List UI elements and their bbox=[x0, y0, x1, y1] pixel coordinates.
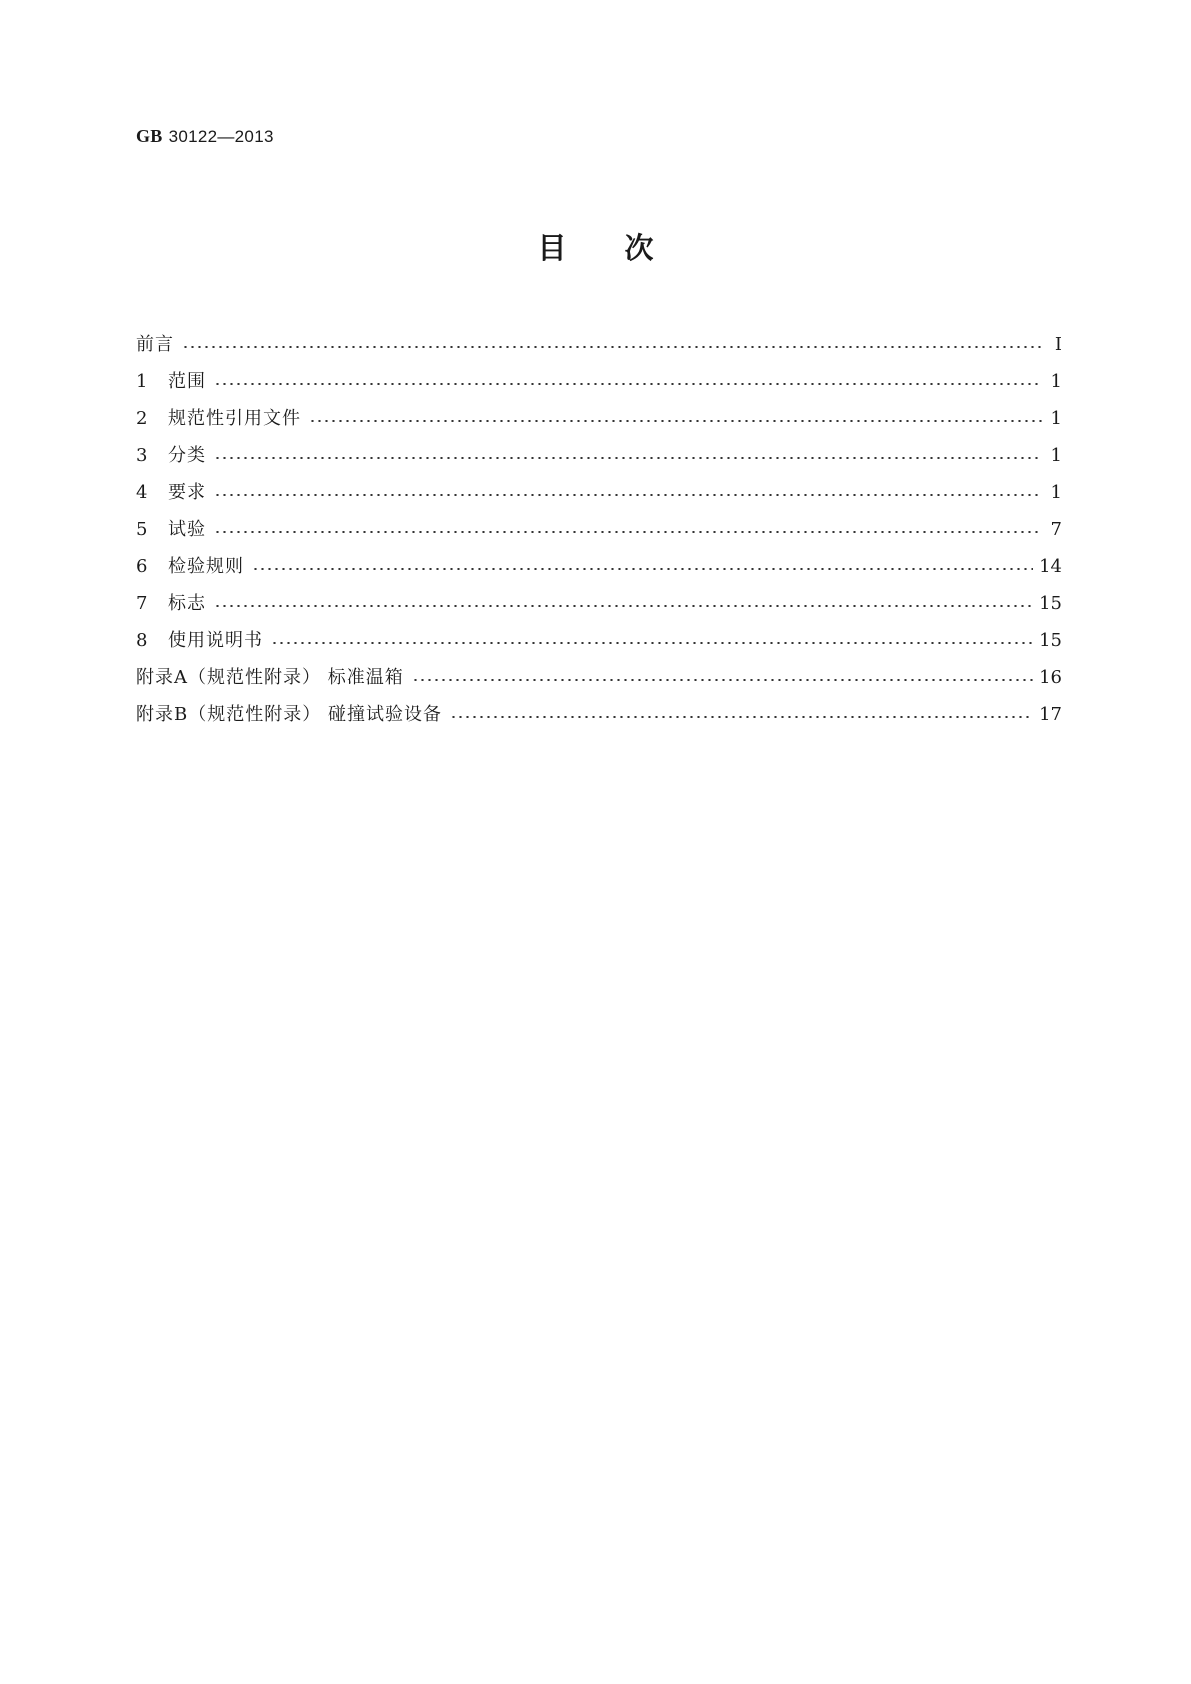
toc-entry-inspection-rules[interactable] bbox=[136, 548, 1062, 585]
toc-entry-page: 1 bbox=[1050, 445, 1062, 466]
toc-entry-label: 使用说明书 bbox=[168, 630, 263, 651]
toc-entry-label: 试验 bbox=[168, 519, 206, 540]
dot-leader bbox=[214, 383, 1042, 385]
toc-entry-foreword[interactable] bbox=[136, 326, 1062, 363]
toc-entry-page: 16 bbox=[1039, 667, 1062, 688]
toc-entry-number: 4 bbox=[136, 482, 148, 503]
standard-prefix: GB bbox=[136, 126, 163, 146]
toc-entry-annex-a[interactable] bbox=[136, 659, 1062, 696]
toc-entry-label: 标志 bbox=[168, 593, 206, 614]
toc-entry-page: 17 bbox=[1039, 704, 1062, 725]
toc-entry-page: 15 bbox=[1039, 630, 1062, 651]
toc-entry-marking[interactable] bbox=[136, 585, 1062, 622]
dot-leader bbox=[412, 679, 1033, 681]
toc-entry-number: 2 bbox=[136, 408, 148, 429]
toc-entry-normative-references[interactable] bbox=[136, 400, 1062, 437]
toc-entry-page: Ⅰ bbox=[1054, 334, 1062, 355]
toc-entry-tests[interactable] bbox=[136, 511, 1062, 548]
dot-leader bbox=[271, 642, 1033, 644]
toc-entry-number: 8 bbox=[136, 630, 148, 651]
toc-entry-classification[interactable] bbox=[136, 437, 1062, 474]
dot-leader bbox=[182, 346, 1042, 348]
toc-entry-scope[interactable] bbox=[136, 363, 1062, 400]
toc-entry-annex-b[interactable] bbox=[136, 696, 1062, 733]
dot-leader bbox=[214, 605, 1033, 607]
toc-entry-number: 5 bbox=[136, 519, 148, 540]
dot-leader bbox=[450, 716, 1033, 718]
toc-entry-instructions[interactable] bbox=[136, 622, 1062, 659]
document-header bbox=[136, 126, 274, 147]
toc-entry-label: 范围 bbox=[168, 371, 206, 392]
toc-entry-number: 3 bbox=[136, 445, 148, 466]
toc-entry-label: 规范性引用文件 bbox=[168, 408, 301, 429]
dot-leader bbox=[252, 568, 1033, 570]
toc-entry-number: 6 bbox=[136, 556, 148, 577]
dot-leader bbox=[309, 420, 1042, 422]
page-title: 目次 bbox=[537, 231, 712, 265]
toc-entry-page: 1 bbox=[1050, 371, 1062, 392]
standard-number: 30122—2013 bbox=[168, 127, 274, 146]
toc-entry-label: 附录B（规范性附录） 碰撞试验设备 bbox=[136, 704, 442, 725]
toc-entry-number: 1 bbox=[136, 371, 148, 392]
toc-entry-number: 7 bbox=[136, 593, 148, 614]
toc-entry-label: 分类 bbox=[168, 445, 206, 466]
toc-entry-label: 附录A（规范性附录） 标准温箱 bbox=[136, 667, 404, 688]
toc-entry-page: 15 bbox=[1039, 593, 1062, 614]
dot-leader bbox=[214, 457, 1042, 459]
toc-entry-page: 1 bbox=[1050, 482, 1062, 503]
toc-entry-label: 要求 bbox=[168, 482, 206, 503]
toc-entry-label: 前言 bbox=[136, 334, 174, 355]
table-of-contents bbox=[136, 326, 1062, 733]
dot-leader bbox=[214, 531, 1042, 533]
toc-entry-page: 7 bbox=[1050, 519, 1062, 540]
dot-leader bbox=[214, 494, 1042, 496]
toc-entry-page: 1 bbox=[1050, 408, 1062, 429]
toc-entry-label: 检验规则 bbox=[168, 556, 244, 577]
toc-entry-page: 14 bbox=[1039, 556, 1062, 577]
toc-entry-requirements[interactable] bbox=[136, 474, 1062, 511]
